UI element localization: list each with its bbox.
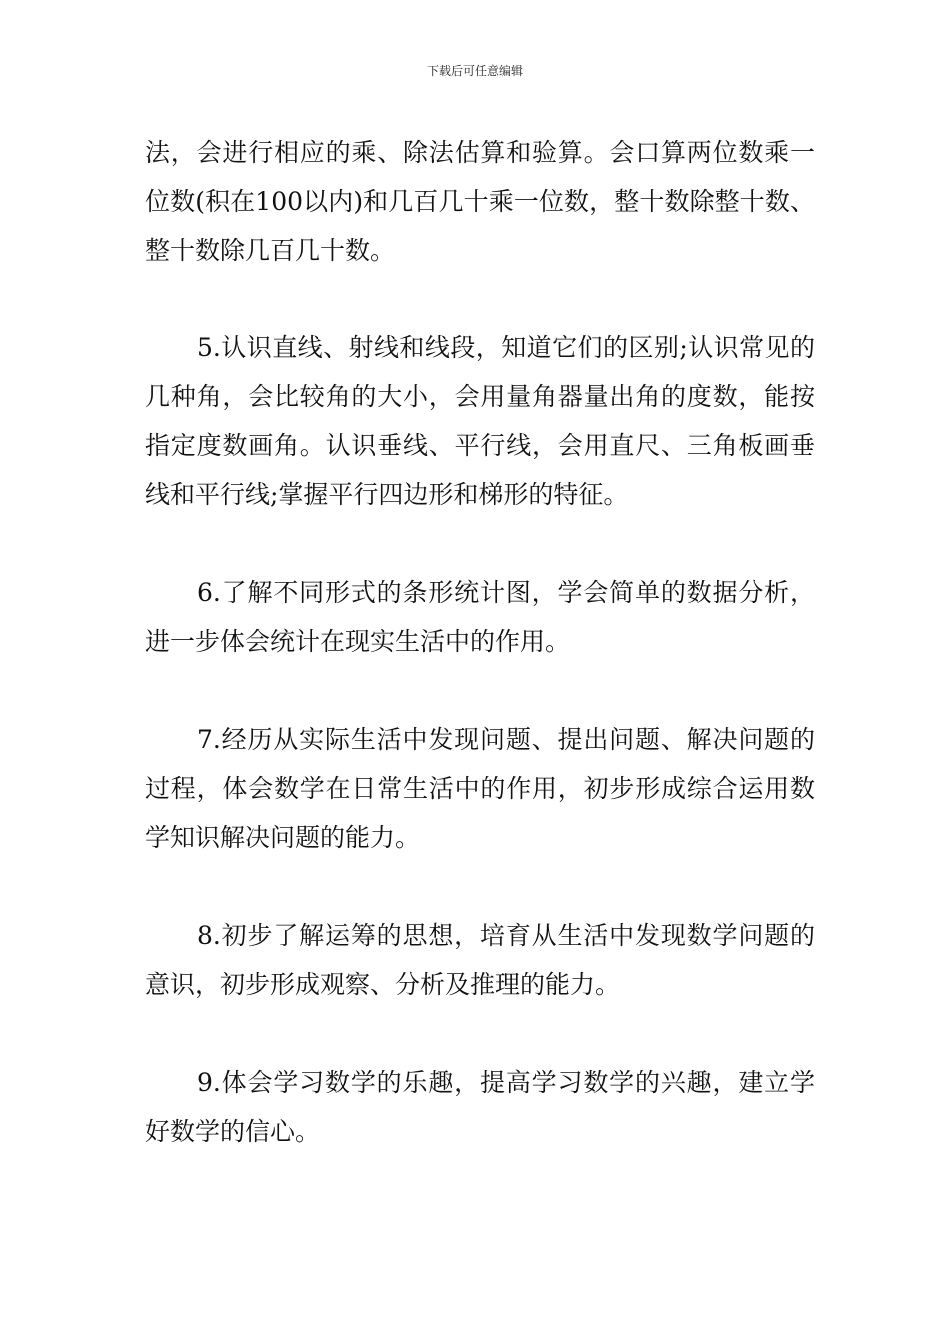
paragraph-item-5: 5.认识直线、射线和线段，知道它们的区别;认识常见的几种角，会比较角的大小，会用量角器量出角的度数，能按指定度数画角。认识垂线、平行线，会用直尺、三角板画垂线和平行线;掌握平行四边形和梯形的特征。	[145, 333, 815, 509]
page-header: 下载后可任意编辑	[426, 64, 523, 78]
paragraph-item-6: 6.了解不同形式的条形统计图，学会简单的数据分析，进一步体会统计在现实生活中的作用。	[145, 578, 815, 656]
paragraph-item-7: 7.经历从实际生活中发现问题、提出问题、解决问题的过程，体会数学在日常生活中的作用，初步形成综合运用数学知识解决问题的能力。	[145, 725, 815, 852]
document-body	[145, 128, 815, 1156]
paragraph-item-9: 9.体会学习数学的乐趣，提高学习数学的兴趣，建立学好数学的信心。	[145, 1068, 815, 1146]
paragraph-item-8: 8.初步了解运筹的思想，培育从生活中发现数学问题的意识，初步形成观察、分析及推理的能力。	[145, 921, 815, 999]
paragraph-continuation: 法，会进行相应的乘、除法估算和验算。会口算两位数乘一位数(积在100以内)和几百几十乘一位数，整十数除整十数、整十数除几百几十数。	[145, 138, 815, 265]
